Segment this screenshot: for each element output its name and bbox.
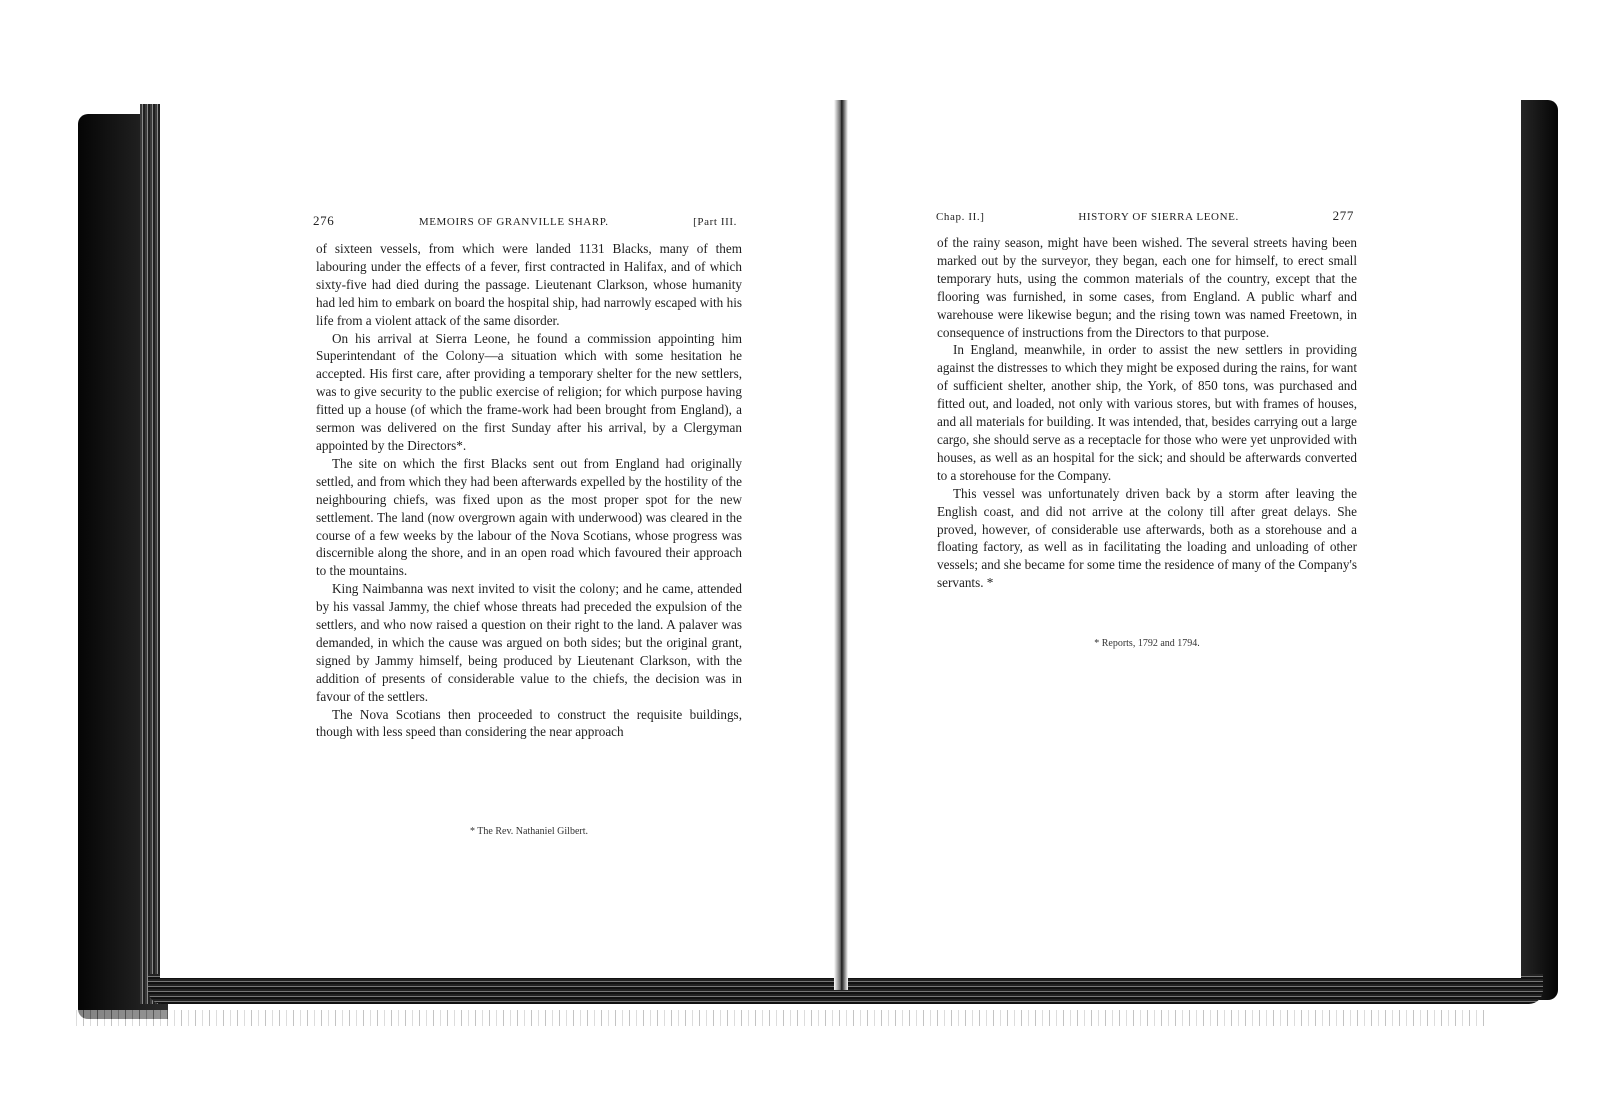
paragraph: King Naimbanna was next invited to visit the colony; and he came, attended by his vassal Jammy, the chief whose threats had preceded the expulsion of the settlers, and who now raised a question on their right to the land. A palaver was demanded, in which the cause was argued on both sides; but the original grant, signed by Jammy himself, being produced by Lieutenant Clarkson, with the addition of presents of considerable value to the chiefs, the decision was in favour of the settlers. <box>316 581 742 704</box>
left-part-label: [Part III. <box>693 216 737 228</box>
paragraph: In England, meanwhile, in order to assist the new settlers in providing against the distresses to which they might be exposed during the rains, for want of sufficient shelter, another ship, the York, of 850 tons, was purchased and fitted out, and loaded, not only with various stores, but with frames of houses, and all materials for building. It was intended, that, besides carrying out a large cargo, she should serve as a receptacle for those who were yet unprovided with houses, as well as an hospital for the sick; and should be afterwards converted to a storehouse for the Company. <box>937 342 1357 483</box>
paragraph: The Nova Scotians then proceeded to construct the requisite buildings, though with less speed than considering the near approach <box>316 706 742 740</box>
paragraph: of the rainy season, might have been wished. The several streets having been marked out by the surveyor, they began, each one for himself, to erect small temporary huts, using the common materials of the country, except that the flooring was furnished, in some cases, from England. A public wharf and warehouse were likewise begun; and the rising town was named Freetown, in consequence of instructions from the Directors to that purpose. <box>937 235 1357 340</box>
left-page-number: 276 <box>313 213 335 228</box>
left-running-title: MEMOIRS OF GRANVILLE SHARP. <box>418 216 609 228</box>
paragraph: of sixteen vessels, from which were landed 1131 Blacks, many of them labouring under the effects of a fever, first contracted in Halifax, and of which sixty-five had died during the passage. Lieutenant Clarkson, whose humanity had led him to embark on board the hospital ship, had narrowly escaped with his life from a violent attack of the same disorder. <box>316 241 742 328</box>
paragraph: On his arrival at Sierra Leone, he found a commission appointing him Superintendant of the Colony—a situation which with some hesitation he accepted. His first care, after providing a temporary shelter for the new settlers, was to give security to the public exercise of religion; for which purpose having fitted up a house (of which the frame-work had been brought from England), a sermon was delivered on the first Sunday after his arrival, by a Clergyman appointed by the Directors*. <box>316 330 742 453</box>
scan-noise <box>70 1010 1490 1026</box>
book-gutter <box>834 100 848 990</box>
left-page-body <box>316 240 742 741</box>
right-running-head <box>936 208 1354 224</box>
right-chapter-label: Chap. II.] <box>936 211 985 223</box>
right-running-title: HISTORY OF SIERRA LEONE. <box>1078 211 1239 223</box>
paragraph: The site on which the first Blacks sent out from England had originally settled, and from which they had been afterwards expelled by the hostility of the neighbouring chiefs, was fixed upon as the most proper spot for the new settlement. The land (now overgrown again with underwood) was cleared in the course of a few weeks by the labour of the Nova Scotians, whose progress was discernible along the shore, and in an open road which favoured their approach to the mountains. <box>316 455 742 579</box>
right-footnote: * Reports, 1792 and 1794. <box>1094 638 1200 649</box>
left-running-head <box>313 213 737 229</box>
paragraph: This vessel was unfortunately driven back by a storm after leaving the English coast, and did not arrive at the colony till after great delays. She proved, however, of considerable use afterwards, both as a storehouse and a floating factory, as well as in facilitating the loading and unloading of other vessels; and she became for some time the residence of many of the Company's servants. * <box>937 485 1357 591</box>
right-page-body <box>937 234 1357 592</box>
right-cover-edge <box>1516 100 1558 1000</box>
left-footnote: * The Rev. Nathaniel Gilbert. <box>469 826 589 837</box>
right-page-number: 277 <box>1332 208 1354 223</box>
